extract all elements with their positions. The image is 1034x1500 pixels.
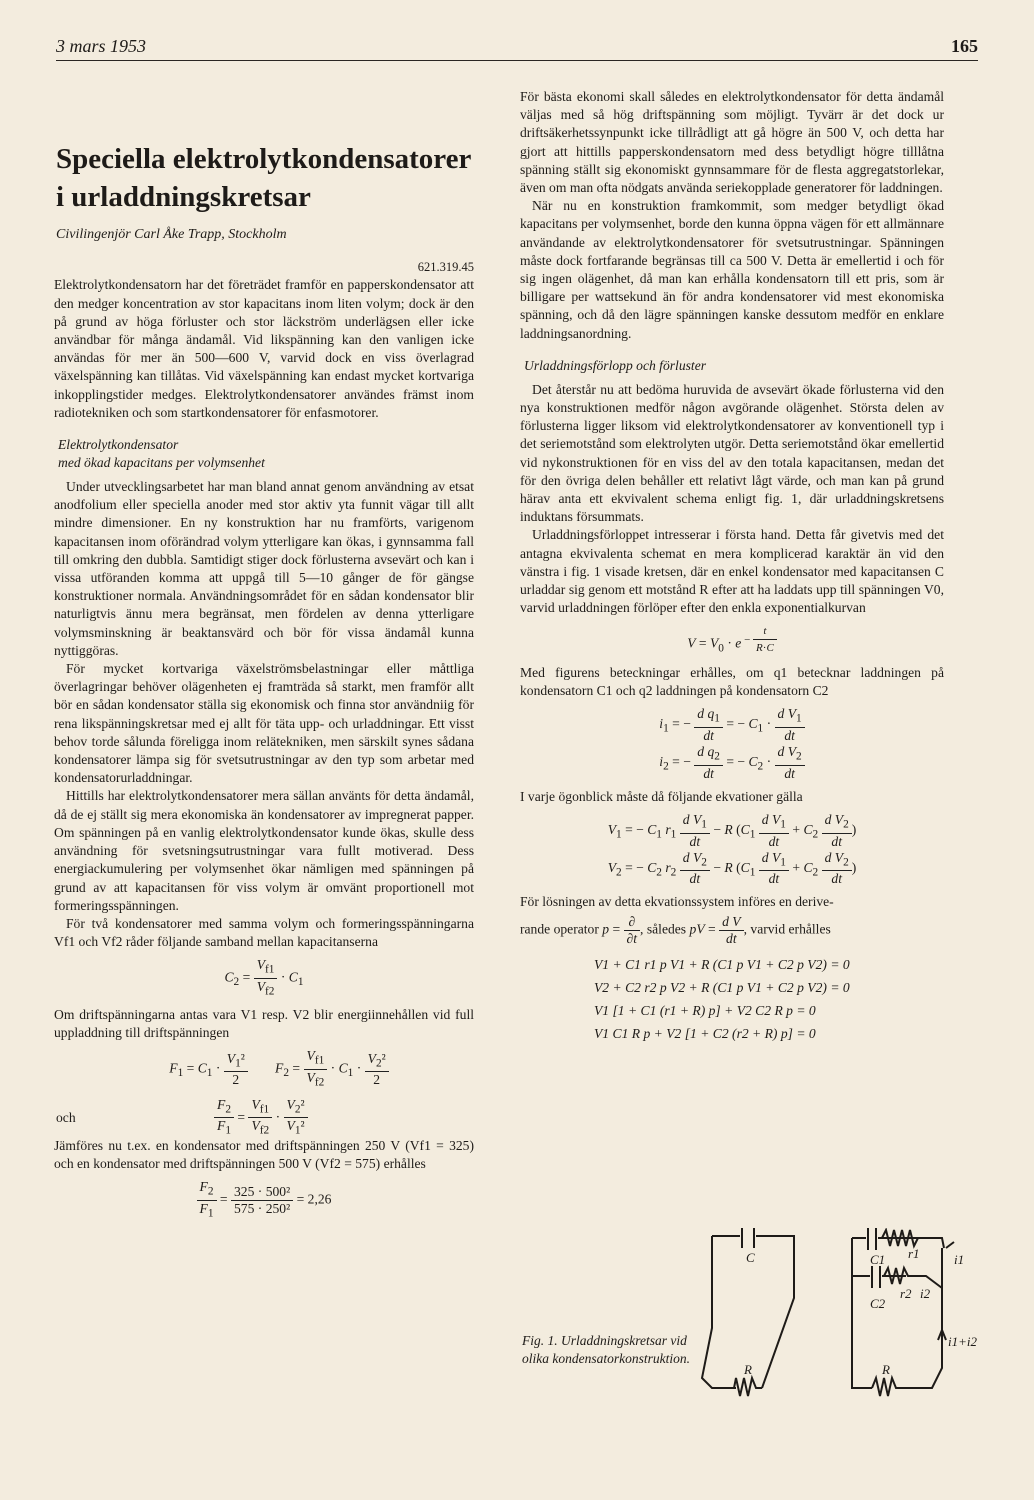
equation-currents: $i_1$ = − $\frac{d q_1}{dt}$ = − $C_1$ · $\frac{d V_1}{dt}$ $i_2$ = − $\frac{d q_2}{dt}$ = − $C_2$ · $\frac{d V_2}{dt}$ (520, 706, 944, 781)
figure-caption: Fig. 1. Urladdningskretsar vid olika kondensatorkonstruktion. (522, 1333, 690, 1366)
page-header (56, 34, 978, 61)
resistor-r2 (884, 1268, 942, 1288)
issue-date: 3 mars 1953 (56, 36, 147, 56)
result-value: = 2,26 (296, 1191, 332, 1207)
paragraph: Det återstår nu att bedöma huruvida de avsevärt ökade förlusterna vid den nya konstruktionen medför någon avgörande olägenhet. Största delen av förlusterna ligger liksom vid elektrolytkondensatorer av konventionell typ i det seriemotstånd som elektrolyten utgör. Detta seriemotstånd ökar emellertid vid nykonstruktionen för en viss del av den totala kapacitansen, medan det för den övriga delen behåller ett relativt lågt värde, och man kan på grund härav anta ett ekvivalent schema enligt fig. 1, där urladdningskretsens induktans försummats. (520, 381, 944, 525)
page-number: 165 (951, 36, 978, 56)
paragraph: Hittills har elektrolytkondensatorer mera sällan använts för detta ändamål, då de ej ställt sig mera ekonomiska än kondensatorer av impregnerat papper. Om spänningen på en vanlig elektrolytkondensator kunde ökas, skulle dess användning för svetsningsutrustningar vara fullt motiverad. Dess energiackumulering per volymsenhet ökar nämligen med spänningen på grund av att kapacitansen för viss volym är omvänt proportionell mot formeringsspänningen. (54, 788, 474, 913)
figure-1 (522, 1228, 982, 1398)
label-r-left: R (744, 1362, 752, 1377)
result-denominator: 575 · 250² (234, 1200, 291, 1216)
circuit-diagram (522, 1228, 982, 1398)
paragraph: Under utvecklingsarbetet har man bland annat genom användning av etsat anodfolium eller speciella anoder med stor aktiv yta funnit vägar till allt mindre dimensioner. En ny konstruktion har nu framförts, varigenom kapacitansen inom oförändrad volym ytterligare kan ökas, i gynnsamma fall till omkring den dubbla. Samtidigt stiger dock förlusterna avsevärt och kan i vissa utföranden komma att uppgå till 5—10 gånger de för gängse konstruktioner normala. Användningsområdet för en sådan kondensator blir naturligtvis ännu mera begränsat, men fördelen av denna ytterligare volymsminskning är beaktansvärd och bör för vissa ändamål kunna nyttiggöras. (54, 479, 474, 658)
equation-capacitance-ratio: $C_2$ = $\frac{V_{f1}}{V_{f2}}$ · $C_1$ (224, 957, 304, 998)
operator-equations (594, 953, 944, 1045)
result-numerator: 325 · 500² (231, 1184, 293, 1201)
author-byline: Civilingenjör Carl Åke Trapp, Stockholm (56, 227, 287, 242)
equation-line: V2 + C2 r2 p V2 + R (C1 p V1 + C2 p V2) = 0 (594, 979, 850, 995)
section-heading: Urladdningsförlopp och förluster (524, 357, 707, 373)
resistor-r-right (872, 1378, 900, 1396)
resistor-r1 (882, 1230, 918, 1246)
label-r2: r2 (900, 1286, 912, 1301)
label-c2: C2 (870, 1296, 886, 1311)
operator-text: rande operator (520, 921, 599, 937)
paragraph: Urladdningsförloppet intresserar i första hand. Detta får givetvis med det antagna ekvivalenta schemat en mera komplicerad karaktär än vid den vänstra i fig. 1 visade kretsen, där en enkel kondensator med kapacitansen C urladdar sig genom ett motstånd R efter att ha laddats upp till spänningen V0, varvid urladdningen förlöper efter den enkla exponentialkurvan (520, 527, 944, 616)
operator-text: således (646, 921, 687, 937)
section-heading (58, 436, 474, 472)
equation-line: V1 [1 + C1 (r1 + R) p] + V2 C2 R p = 0 (594, 1002, 816, 1018)
paragraph: I varje ögonblick måste då följande ekvationer gälla (520, 788, 803, 804)
label-r1: r1 (908, 1246, 920, 1261)
udc-code: 621.319.45 (417, 260, 474, 275)
paragraph: Elektrolytkondensatorn har det företrädet framför en papperskondensator att den medger koncentration av stor kapacitans inom liten volym; dock är den på grund av höga förluster och stor läckström underlägsen eller icke användbar för många ändamål. Vid likspänning kan den vanligen icke användas för mer än 500—600 V, varvid dock en viss överlagrad växelspänning kan tillåtas. Vid växelspänning kan endast mycket kortvariga inkopplingstider medges. Elektrolytkondensatorer användes främst inom radiotekniken och som startkondensatorer för enfasmotorer. (54, 277, 474, 420)
label-i1: i1 (954, 1252, 965, 1267)
equation-line: V1 + C1 r1 p V1 + R (C1 p V1 + C2 p V2) = 0 (594, 956, 850, 972)
paragraph: När nu en konstruktion framkommit, som medger betydligt ökad kapacitans per volymsenhet, borde den kunna öppna vägen för ett allmännare användande av elektrolytkondensatorer för svetsutrustningar. Spänningen måste dock fortfarande begränsas till ca 500 V. Detta är emellertid i och för sig ingen olägenhet, då man kan erhålla kondensatorn till ett pris, som är billigare per wattsekund än för andra kondensatorer vid mest ekonomiska spänning, och då den lägre spänningen kanske dessutom medför en enklare laddningsanordning. (520, 198, 944, 341)
right-wire (852, 1238, 944, 1388)
equation-energy: $F_1 = C_1$ · $\frac{V_1^2}{2}$ $F_2$ = $\frac{V_{f1}}{V_{f2}}$ · $C_1$ · $\frac{V_2^2}{2}$ (84, 1048, 474, 1090)
equation-exponential: $V = V_0 \cdot e$ $^{- \frac{t}{R\cdot C}}$ (520, 623, 944, 657)
paragraph: För bästa ekonomi skall således en elektrolytkondensator för detta ändamål väljas med så hög driftspänning som möjligt. Tyvärr är det dock ur driftsäkerhetssynpunkt icke tillrådligt att gå högre än 500 V, och detta har gjort att hittills papperskondensatorn med dess betydligt högre tilllåtna spänning ställt sig ekonomiskt gynnsammare för de flesta aggregatstorlekar, även om man ofta nödgats använda seriekopplade generatorer för laddningen. (520, 89, 944, 196)
operator-definition: rande operator p = $\frac{\partial}{\partial t}$ , således pV = $\frac{\text{d V}}{dt}$ , varvid erhålles (520, 913, 831, 946)
section-heading-line: Elektrolytkondensator (58, 437, 179, 453)
paragraph: För mycket kortvariga växelströmsbelastningar eller måttliga överlagringar behöver olägenheten ej framträda så starkt, men framför allt bör en sådan kondensator ställa sig ekonomisk och finna stor användniig för rena likspänningskretsar med ej allt för täta upp- och urladdningar. Ett visst behov torde sålunda föreligga inom relätekniken, men särskilt synes sådana kondensatorer lämpa sig för svetsutrustningar av den typ som arbetar med kondensatorurladdningar. (54, 661, 474, 786)
current-arrows (938, 1242, 954, 1340)
paragraph: För lösningen av detta ekvationssystem införes en derive- (520, 894, 834, 910)
section-heading-line: med ökad kapacitans per volymsenhet (58, 455, 265, 471)
equation-result: $\frac{F_2}{F_1}$ = $\frac{\text{325 · 500²}}{\text{575 · 250²}}$ = 2,26 (54, 1179, 474, 1221)
paragraph: Jämföres nu t.ex. en kondensator med driftspänningen 250 V (Vf1 = 325) och en kondensator med driftspänningen 500 V (Vf2 = 575) erhålles (54, 1137, 474, 1171)
paragraph: För två kondensatorer med samma volym och formeringsspänningarna Vf1 och Vf2 råder följande samband mellan kapacitanserna (54, 915, 474, 950)
equation-energy-ratio: och $\frac{F_2}{F_1}$ = $\frac{V_{f1}}{V_{f2}}$ · $\frac{V_2^2}{V_1^2}$ (54, 1097, 474, 1137)
label-c1: C1 (870, 1252, 886, 1267)
label-c: C (746, 1250, 755, 1265)
label-i1-plus-i2: i1+i2 (948, 1334, 977, 1349)
resistor-r-left (734, 1378, 762, 1396)
equation-line: V1 C1 R p + V2 [1 + C2 (r2 + R) p] = 0 (594, 1025, 816, 1041)
label-i2: i2 (920, 1286, 931, 1301)
right-column (520, 88, 944, 1045)
paragraph: Med figurens beteckningar erhålles, om q1 betecknar laddningen på kondensatorn C1 och q2 laddningen på kondensatorn C2 (520, 664, 944, 699)
paragraph: Om driftspänningarna antas vara V1 resp. V2 blir energiinnehållen vid full uppladdning till driftspänningen (54, 1006, 474, 1040)
equation-system: $V_1$ = − $C_1$ $r_1$ $\frac{d V_1}{dt}$ − R ($C_1$ $\frac{d V_1}{dt}$ + $C_2$ $\frac{d V_2}{dt}$ ) $V_2$ = − $C_2$ $r_2$ $\frac{d V_2}{dt}$ − R ($C_1$ $\frac{d V_1}{dt}$ + $C_2$ $\frac{d V_2}{dt}$ ) (607, 812, 857, 887)
och-label: och (56, 1109, 76, 1125)
operator-text: varvid erhålles (750, 921, 831, 937)
article-title: Speciella elektrolytkondensatorer i urladdningskretsar (56, 143, 471, 213)
left-column (54, 70, 474, 1227)
label-r-right: R (882, 1362, 890, 1377)
